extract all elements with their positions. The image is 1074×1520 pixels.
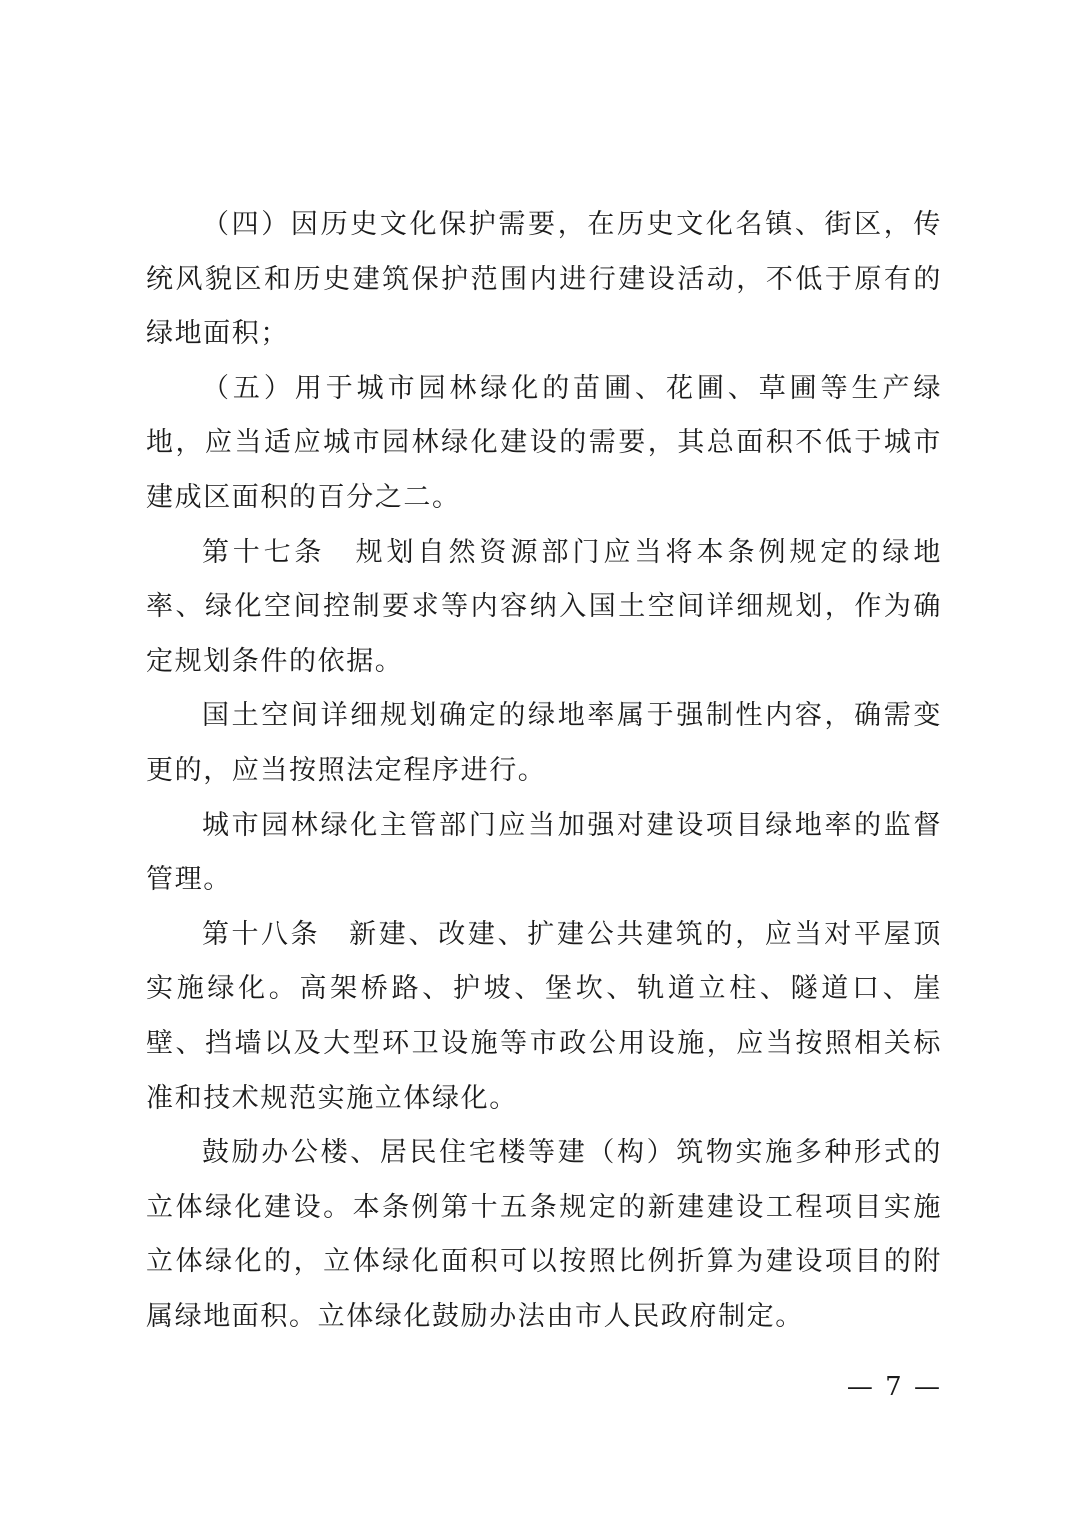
paragraph-article-18-2 bbox=[146, 1126, 942, 1344]
paragraph-text: 规划自然资源部门应当将本条例规定的绿地率、绿化空间控制要求等内容纳入国土空间详细规划，作为确定规划条件的依据。 bbox=[146, 536, 942, 677]
article-number: 第十七条 bbox=[202, 536, 326, 568]
paragraph-text: 城市园林绿化主管部门应当加强对建设项目绿地率的监督管理。 bbox=[146, 809, 942, 896]
paragraph-item-5 bbox=[146, 362, 942, 526]
paragraph-article-18-1 bbox=[146, 908, 942, 1126]
paragraph-item-4 bbox=[146, 198, 942, 362]
document-body bbox=[146, 198, 942, 1344]
paragraph-text: 国土空间详细规划确定的绿地率属于强制性内容，确需变更的，应当按照法定程序进行。 bbox=[146, 700, 942, 786]
article-number: 第十八条 bbox=[202, 918, 320, 950]
paragraph-article-17-3 bbox=[146, 799, 942, 908]
page-number: — 7 — bbox=[846, 1372, 942, 1402]
paragraph-text: （五）用于城市园林绿化的苗圃、花圃、草圃等生产绿地，应当适应城市园林绿化建设的需要，其总面积不低于城市建成区面积的百分之二。 bbox=[146, 372, 942, 513]
paragraph-article-17-2 bbox=[146, 689, 942, 798]
paragraph-article-17-1 bbox=[146, 526, 942, 690]
paragraph-text: （四）因历史文化保护需要，在历史文化名镇、街区，传统风貌区和历史建筑保护范围内进行建设活动，不低于原有的绿地面积； bbox=[146, 209, 942, 350]
paragraph-text: 新建、改建、扩建公共建筑的，应当对平屋顶实施绿化。高架桥路、护坡、堡坎、轨道立柱、隧道口、崖壁、挡墙以及大型环卫设施等市政公用设施，应当按照相关标准和技术规范实施立体绿化。 bbox=[146, 918, 942, 1114]
paragraph-text: 鼓励办公楼、居民住宅楼等建（构）筑物实施多种形式的立体绿化建设。本条例第十五条规定的新建建设工程项目实施立体绿化的，立体绿化面积可以按照比例折算为建设项目的附属绿地面积。立体绿化鼓励办法由市人民政府制定。 bbox=[146, 1137, 942, 1332]
